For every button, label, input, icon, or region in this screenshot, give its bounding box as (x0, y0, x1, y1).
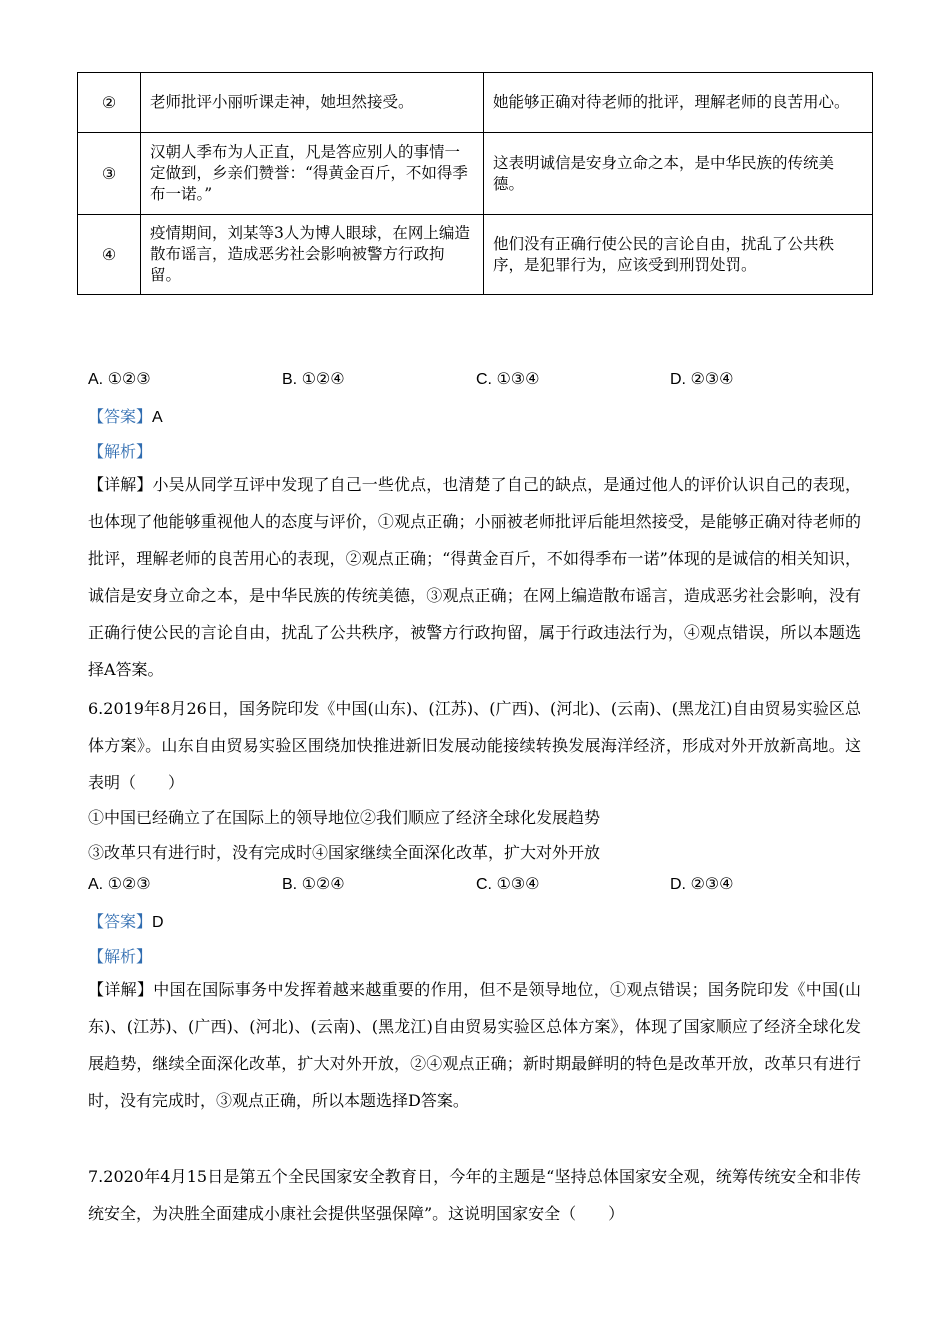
q5-analysis-label: 【解析】 (88, 442, 153, 461)
q6-option-c: C. ①③④ (476, 876, 540, 893)
case-cell: 疫情期间，刘某等3人为博人眼球，在网上编造散布谣言，造成恶劣社会影响被警方行政拘留。 (141, 215, 484, 295)
answer-label: 【答案】 (88, 912, 153, 931)
detail-text: 中国在国际事务中发挥着越来越重要的作用，但不是领导地位，①观点错误；国务院印发《中国(山东)、(江苏)、(广西)、(河北)、(云南)、(黑龙江)自由贸易实验区总体方案》，体现了国家顺应了经济全球化发展趋势，继续全面深化改革，扩大对外开放，②④观点正确；新时期最鲜明的特色是改革开放，改革只有进行时，没有完成时，③观点正确，所以本题选择D答案。 (88, 980, 861, 1110)
answer-label: 【答案】 (88, 407, 153, 426)
q5-answer (88, 404, 163, 427)
table-row (78, 133, 873, 215)
detail-text: 小吴从同学互评中发现了自己一些优点，也清楚了自己的缺点，是通过他人的评价认识自己的表现，也体现了他能够重视他人的态度与评价，①观点正确；小丽被老师批评后能坦然接受，是能够正确对待老师的批评，理解老师的良苦用心的表现，②观点正确；“得黄金百斤，不如得季布一诺”体现的是诚信的相关知识，诚信是安身立命之本，是中华民族的传统美德，③观点正确；在网上编造散布谣言，造成恶劣社会影响，没有正确行使公民的言论自由，扰乱了公共秩序，被警方行政拘留，属于行政违法行为，④观点错误，所以本题选择A答案。 (88, 475, 861, 679)
view-cell: 她能够正确对待老师的批评，理解老师的良苦用心。 (484, 73, 873, 133)
q6-statements-1: ①中国已经确立了在国际上的领导地位②我们顺应了经济全球化发展趋势 (88, 808, 601, 827)
table-row (78, 215, 873, 295)
q5-option-d: D. ②③④ (670, 371, 734, 388)
answer-value: A (152, 409, 163, 426)
row-number: ② (78, 73, 141, 133)
view-cell: 他们没有正确行使公民的言论自由，扰乱了公共秩序，是犯罪行为，应该受到刑罚处罚。 (484, 215, 873, 295)
detail-label: 【详解】 (88, 475, 153, 494)
row-number: ④ (78, 215, 141, 295)
q5-option-c: C. ①③④ (476, 371, 540, 388)
q5-option-a: A. ①②③ (88, 371, 151, 388)
view-cell: 这表明诚信是安身立命之本，是中华民族的传统美德。 (484, 133, 873, 215)
q6-option-a: A. ①②③ (88, 876, 151, 893)
table-row (78, 73, 873, 133)
case-cell: 汉朝人季布为人正直，凡是答应别人的事情一定做到，乡亲们赞誉：“得黄金百斤，不如得季布一诺。” (141, 133, 484, 215)
q6-option-b: B. ①②④ (282, 876, 345, 893)
answer-value: D (152, 914, 164, 931)
q6-detail (88, 971, 861, 1119)
q6-answer (88, 909, 164, 932)
q6-option-d: D. ②③④ (670, 876, 734, 893)
question-table (77, 72, 873, 295)
q5-option-b: B. ①②④ (282, 371, 345, 388)
q6-statements-2: ③改革只有进行时，没有完成时④国家继续全面深化改革，扩大对外开放 (88, 843, 601, 862)
q7-stem: 7.2020年4月15日是第五个全民国家安全教育日，今年的主题是“坚持总体国家安全观，统筹传统安全和非传统安全，为决胜全面建成小康社会提供坚强保障”。这说明国家安全（ ） (88, 1167, 861, 1223)
q5-detail (88, 466, 861, 688)
q6-analysis-label: 【解析】 (88, 947, 153, 966)
detail-label: 【详解】 (88, 980, 154, 999)
row-number: ③ (78, 133, 141, 215)
q6-stem: 6.2019年8月26日，国务院印发《中国(山东)、(江苏)、(广西)、(河北)、(云南)、(黑龙江)自由贸易实验区总体方案》。山东自由贸易实验区围绕加快推进新旧发展动能接续转换发展海洋经济，形成对外开放新高地。这表明（ ） (88, 699, 861, 792)
case-cell: 老师批评小丽听课走神，她坦然接受。 (141, 73, 484, 133)
